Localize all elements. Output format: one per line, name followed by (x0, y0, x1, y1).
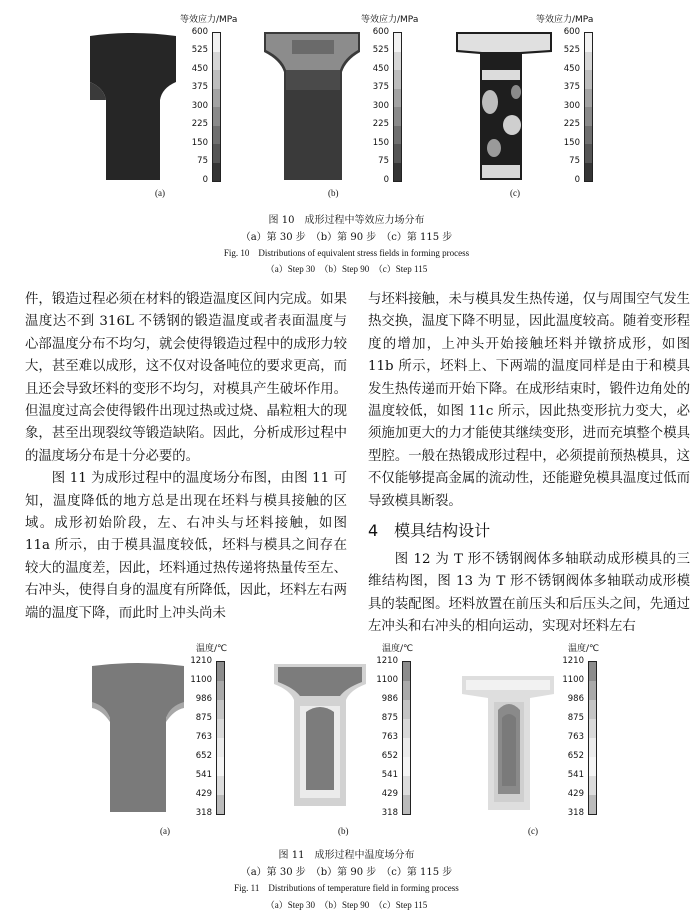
fig11-colorbar-b-tick: 763 (381, 732, 398, 742)
fig10-colorbar-c-tick: 525 (563, 45, 580, 55)
figure-10 (0, 0, 693, 290)
fig11-colorbar-a-tick: 429 (195, 789, 212, 799)
fig10-colorbar-b-title: 等效应力/MPa (361, 15, 419, 25)
fig10-colorbar-c-strip (584, 32, 593, 182)
fig10-colorbar-c-tick: 375 (563, 82, 580, 92)
fig10-panel-a-image (86, 30, 180, 180)
paragraph: 与坯料接触，未与模具发生热传递，仅与周围空气发生热交换，温度下降不明显，因此温度较高。随着变形程度的增加，上冲头开始接触坯料并镦挤成形，如图 11b 所示，坯料上、下两端的温度同样是由于和模具发生热传递而开始下降。在成形结束时，锻件边角处的温度较低，如图 11c 所示，因此热变形抗力变大，必须施加更大的力才能使其继续变形，进而充填整个模具型腔。一般在热锻成形过程中，必须提前预热模具，这不仅能够提高金属的流动性，还能避免模具温度过低而导致模具断裂。 (368, 292, 690, 509)
fig11-colorbar-b-tick: 875 (381, 713, 398, 723)
fig11-colorbar-b-tick: 318 (381, 808, 398, 818)
fig11-panel-label-b: (b) (338, 826, 349, 836)
fig10-colorbar-a-strip (212, 32, 221, 182)
fig10-colorbar-c-tick: 600 (563, 27, 580, 37)
paragraph: 图 12 为 T 形不锈钢阀体多轴联动成形模具的三维结构图，图 13 为 T 形不锈钢阀体多轴联动成形模具的装配图。坯料放置在前压头和后压头之间，先通过左冲头和右冲头的相向运动，实现对坯料左右 (368, 552, 690, 635)
fig11-colorbar-c-tick: 318 (567, 808, 584, 818)
fig11-colorbar-b-title: 温度/℃ (382, 644, 414, 654)
fig11-colorbar-a-tick: 652 (195, 751, 212, 761)
fig11-colorbar-c-strip (588, 661, 597, 815)
fig10-colorbar-c-tick: 300 (563, 101, 580, 111)
right-column (368, 289, 690, 639)
fig10-colorbar-a-tick: 525 (191, 45, 208, 55)
fig10-colorbar-a-tick: 225 (191, 119, 208, 129)
section-heading: 4 模具结构设计 (368, 521, 491, 541)
fig10-colorbar-a-tick: 150 (191, 138, 208, 148)
fig11-colorbar-c-title: 温度/℃ (568, 644, 600, 654)
fig11-colorbar-a-tick: 1100 (190, 675, 212, 685)
fig10-colorbar-b-tick: 0 (383, 175, 389, 185)
fig11-colorbar-a-tick: 318 (195, 808, 212, 818)
fig10-colorbar-b-tick: 225 (372, 119, 389, 129)
fig10-caption-en: Fig. 10 Distributions of equivalent stress fields in forming process (223, 248, 470, 258)
fig11-colorbar-a-tick: 1210 (190, 656, 212, 666)
fig11-colorbar-b-strip (402, 661, 411, 815)
fig11-colorbar-a-strip (216, 661, 225, 815)
fig11-colorbar-c-tick: 541 (567, 770, 584, 780)
fig11-panel-label-a: (a) (160, 826, 170, 836)
fig10-colorbar-c-title: 等效应力/MPa (536, 15, 594, 25)
fig10-panel-c-image (454, 30, 554, 180)
fig10-colorbar-b-tick: 375 (372, 82, 389, 92)
fig11-caption-cn: 图 11 成形过程中温度场分布 (278, 850, 415, 861)
fig11-panel-label-c: (c) (528, 826, 538, 836)
figure-11 (0, 640, 693, 922)
fig10-colorbar-a-tick: 600 (191, 27, 208, 37)
paragraph: 件，锻造过程必须在材料的锻造温度区间内完成。如果温度达不到 316L 不锈钢的锻造温度或者表面温度与心部温度分布不均匀，就会使得锻造过程中的成形力较大，甚至难以成形，这不仅对设备吨位的要求更高，而且还会导致坯料的变形不均匀，对模具产生破坏作用。但温度过高会使得锻件出现过热或过烧、晶粒粗大的现象，甚至出现裂纹等锻造缺陷。因此，分析成形过程中的温度场分布是十分必要的。 (25, 292, 347, 464)
fig11-colorbar-b-tick: 652 (381, 751, 398, 761)
fig11-colorbar-a-tick: 763 (195, 732, 212, 742)
fig10-caption-cn-sub: （a）第 30 步 （b）第 90 步 （c）第 115 步 (240, 232, 453, 243)
fig11-panel-c-image (458, 662, 558, 812)
fig11-colorbar-c-tick: 1100 (562, 675, 584, 685)
fig10-colorbar-b-tick: 75 (378, 156, 389, 166)
fig10-colorbar-a-tick: 75 (197, 156, 208, 166)
fig11-colorbar-b-tick: 429 (381, 789, 398, 799)
fig11-colorbar-b-tick: 1100 (376, 675, 398, 685)
fig10-colorbar-c-tick: 225 (563, 119, 580, 129)
fig10-colorbar-b-tick: 150 (372, 138, 389, 148)
fig10-colorbar-c-tick: 450 (563, 64, 580, 74)
fig10-colorbar-b-strip (393, 32, 402, 182)
fig10-colorbar-c-tick: 0 (574, 175, 580, 185)
fig10-colorbar-a-title: 等效应力/MPa (180, 15, 238, 25)
fig11-colorbar-c-tick: 875 (567, 713, 584, 723)
fig11-panel-b-image (270, 662, 370, 812)
fig11-caption-en: Fig. 11 Distributions of temperature field in forming process (234, 883, 459, 893)
fig11-colorbar-b-tick: 541 (381, 770, 398, 780)
fig10-colorbar-c-tick: 75 (569, 156, 580, 166)
fig11-colorbar-a-tick: 986 (195, 694, 212, 704)
fig11-colorbar-a-tick: 875 (195, 713, 212, 723)
left-column (25, 289, 347, 625)
fig10-caption-cn: 图 10 成形过程中等效应力场分布 (268, 215, 425, 226)
fig10-colorbar-a-tick: 0 (202, 175, 208, 185)
fig10-colorbar-b-tick: 525 (372, 45, 389, 55)
fig11-panel-a-image (88, 662, 188, 812)
fig10-caption-en-sub: （a）Step 30 （b）Step 90 （c）Step 115 (265, 264, 428, 274)
fig10-colorbar-a-tick: 300 (191, 101, 208, 111)
fig10-panel-label-c: (c) (510, 188, 520, 198)
fig10-panel-b-image (262, 30, 362, 180)
fig10-colorbar-b-tick: 300 (372, 101, 389, 111)
fig11-colorbar-b-tick: 986 (381, 694, 398, 704)
fig10-colorbar-a-tick: 375 (191, 82, 208, 92)
fig10-panel-label-b: (b) (328, 188, 339, 198)
fig11-colorbar-a-title: 温度/℃ (196, 644, 228, 654)
paragraph: 图 11 为成形过程中的温度场分布图，由图 11 可知，温度降低的地方总是出现在坯料与模具接触的区域。成形初始阶段，左、右冲头与坯料接触，如图 11a 所示，由于模具温度较低，坯料与模具之间存在较大的温度差，因此，坯料通过热传递将热量传至左、右冲头，使得自身的温度有所降低，因此，坯料左右两端的温度下降，而此时上冲头尚未 (25, 471, 347, 621)
fig10-colorbar-b-tick: 600 (372, 27, 389, 37)
fig11-colorbar-c-tick: 1210 (562, 656, 584, 666)
fig10-panel-label-a: (a) (155, 188, 165, 198)
fig11-colorbar-b-tick: 1210 (376, 656, 398, 666)
fig11-colorbar-c-tick: 986 (567, 694, 584, 704)
fig11-caption-cn-sub: （a）第 30 步 （b）第 90 步 （c）第 115 步 (240, 867, 453, 878)
fig11-colorbar-c-tick: 429 (567, 789, 584, 799)
fig11-colorbar-a-tick: 541 (195, 770, 212, 780)
fig10-colorbar-b-tick: 450 (372, 64, 389, 74)
fig11-caption-en-sub: （a）Step 30 （b）Step 90 （c）Step 115 (265, 900, 428, 910)
fig10-colorbar-a-tick: 450 (191, 64, 208, 74)
fig11-colorbar-c-tick: 652 (567, 751, 584, 761)
fig10-colorbar-c-tick: 150 (563, 138, 580, 148)
fig11-colorbar-c-tick: 763 (567, 732, 584, 742)
